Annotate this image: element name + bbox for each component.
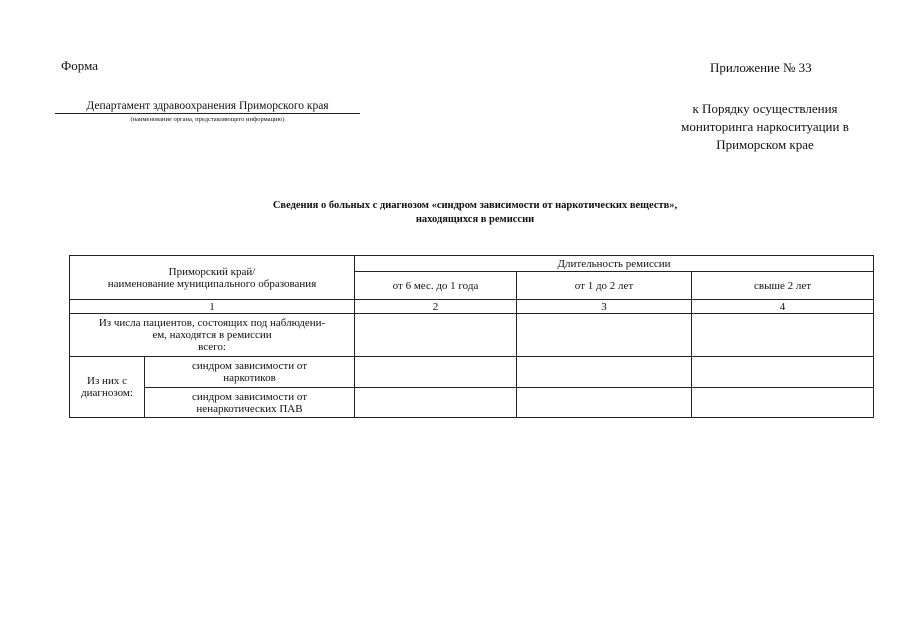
narcotic-6m-1y-cell[interactable] <box>355 357 517 388</box>
document-title <box>180 199 770 227</box>
duration-6m-1y-header: от 6 мес. до 1 года <box>355 272 517 300</box>
column-number: 3 <box>517 300 692 314</box>
duration-over-2y-header: свыше 2 лет <box>692 272 874 300</box>
form-label: Форма <box>61 58 98 73</box>
duration-1y-2y-header: от 1 до 2 лет <box>517 272 692 300</box>
department-name: Департамент здравоохранения Приморского края <box>55 100 360 114</box>
non-narcotic-dependence-label <box>145 388 355 418</box>
narcotic-dependence-label <box>145 357 355 388</box>
region-header-line: наименование муниципального образования <box>107 277 317 290</box>
narcotic-1y-2y-cell[interactable] <box>517 357 692 388</box>
header-row <box>70 256 874 272</box>
remission-duration-header: Длительность ремиссии <box>355 256 874 272</box>
total-in-remission-label <box>70 314 355 357</box>
document-title-line: Сведения о больных с диагнозом «синдром зависимости от наркотических веществ», <box>272 200 678 211</box>
non-narcotic-label-line: синдром зависимости от <box>191 390 308 403</box>
total-over-2y-cell[interactable] <box>692 314 874 357</box>
column-number: 2 <box>355 300 517 314</box>
order-reference-line: к Порядку осуществления <box>692 101 838 116</box>
column-number: 4 <box>692 300 874 314</box>
remission-table <box>69 255 874 418</box>
non-narcotic-1y-2y-cell[interactable] <box>517 388 692 418</box>
of-them-diagnosis-label <box>70 357 145 418</box>
of-them-line: Из них с <box>87 375 127 387</box>
table-row-total <box>70 314 874 357</box>
non-narcotic-label-line: ненаркотических ПАВ <box>196 402 303 415</box>
non-narcotic-over-2y-cell[interactable] <box>692 388 874 418</box>
department-caption: (наименование органа, представляющего информацию) <box>130 116 285 123</box>
total-label-line: ем, находятся в ремиссии <box>152 329 272 341</box>
table-row-narcotic <box>70 357 874 388</box>
region-header-line: Приморский край/ <box>168 265 256 278</box>
narcotic-over-2y-cell[interactable] <box>692 357 874 388</box>
order-reference <box>665 100 865 154</box>
document-title-line: находящихся в ремиссии <box>415 214 535 225</box>
narcotic-label-line: наркотиков <box>223 372 276 384</box>
region-header-cell <box>70 256 355 300</box>
order-reference-line: мониторинга наркоситуации в <box>681 119 849 134</box>
total-label-line: всего: <box>198 341 226 353</box>
column-number-row <box>70 300 874 314</box>
table-row-non-narcotic <box>70 388 874 418</box>
narcotic-label-line: синдром зависимости от <box>191 360 308 372</box>
appendix-number: Приложение № 33 <box>710 60 812 75</box>
total-1y-2y-cell[interactable] <box>517 314 692 357</box>
total-6m-1y-cell[interactable] <box>355 314 517 357</box>
total-label-line: Из числа пациентов, состоящих под наблюдени- <box>98 317 326 329</box>
order-reference-line: Приморском крае <box>716 137 814 152</box>
non-narcotic-6m-1y-cell[interactable] <box>355 388 517 418</box>
of-them-line: диагнозом: <box>81 387 133 399</box>
column-number: 1 <box>70 300 355 314</box>
